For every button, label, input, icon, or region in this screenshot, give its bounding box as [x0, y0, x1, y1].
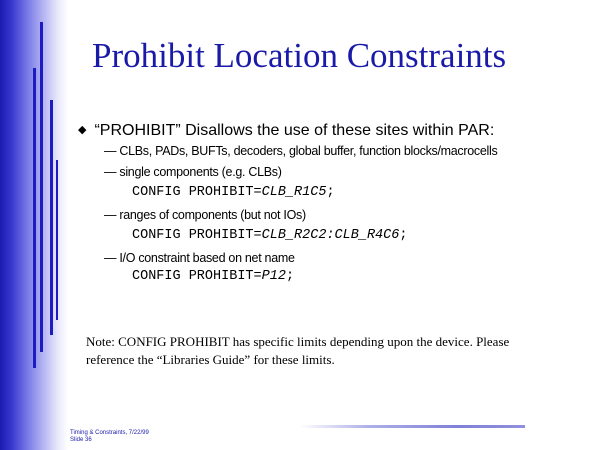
footer	[70, 430, 149, 444]
decorative-line	[56, 160, 58, 320]
footer-rule	[300, 425, 525, 428]
code-suffix: ;	[285, 269, 295, 284]
decorative-line	[40, 22, 43, 352]
decorative-line	[33, 68, 36, 368]
diamond-bullet-icon: ◆	[78, 124, 87, 136]
code-prefix: CONFIG PROHIBIT=	[132, 228, 262, 243]
note-text: Note: CONFIG PROHIBIT has specific limits depending upon the device. Please reference the “Libraries Guide” for these limits.	[86, 334, 510, 367]
code-line	[132, 228, 407, 243]
code-line	[132, 185, 335, 200]
sub-item: — I/O constraint based on net name	[104, 251, 295, 265]
slide-title: Prohibit Location Constraints	[92, 36, 507, 75]
bullet-text: “PROHIBIT” Disallows the use of these sites within PAR:	[94, 122, 495, 139]
footer-line: Timing & Constraints, 7/22/99	[70, 430, 149, 436]
footer-line: Slide 36	[70, 437, 92, 443]
sub-item: — CLBs, PADs, BUFTs, decoders, global buffer, function blocks/macrocells	[104, 144, 498, 158]
bullet-row	[78, 122, 588, 140]
sub-item: — ranges of components (but not IOs)	[104, 208, 306, 222]
code-value: CLB_R2C2:CLB_R4C6	[261, 228, 400, 243]
decorative-line	[50, 100, 53, 335]
code-prefix: CONFIG PROHIBIT=	[132, 185, 262, 200]
code-prefix: CONFIG PROHIBIT=	[132, 269, 262, 284]
code-suffix: ;	[326, 185, 335, 200]
sub-item: — single components (e.g. CLBs)	[104, 165, 282, 179]
code-line	[132, 269, 294, 284]
code-suffix: ;	[399, 228, 408, 243]
code-value: CLB_R1C5	[261, 185, 327, 200]
code-value: P12	[261, 269, 286, 284]
